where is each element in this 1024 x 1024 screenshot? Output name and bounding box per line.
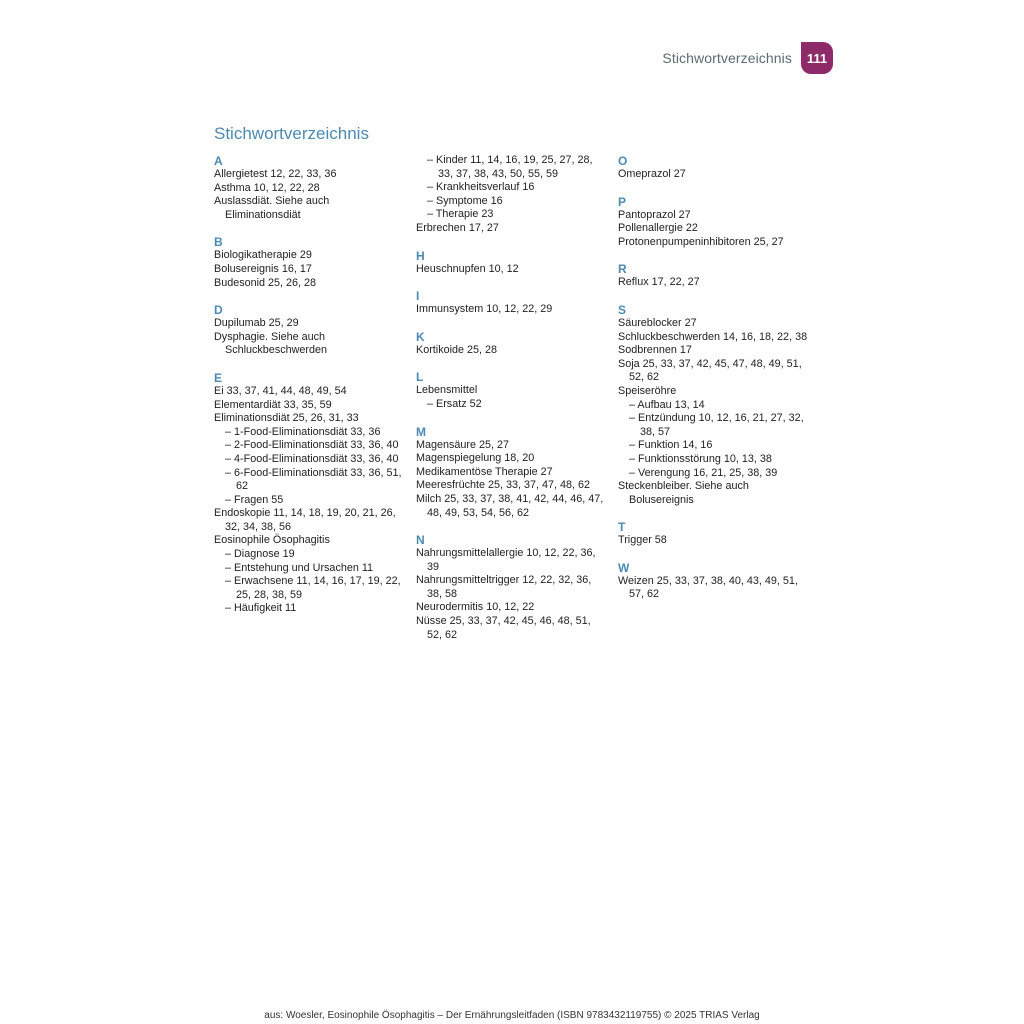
index-entry: Biologikatherapie 29 [214,249,312,262]
index-entry: Immunsystem 10, 12, 22, 29 [416,303,553,316]
index-entry: Dysphagie. Siehe auch Schluckbeschwerden [214,330,328,357]
index-letter-heading: P [618,194,627,209]
index-letter-heading: L [416,370,424,385]
index-subentry: – Funktion 14, 16 [629,439,713,452]
index-entry: Heuschnupfen 10, 12 [416,262,519,275]
index-entry: Auslassdiät. Siehe auch Eliminationsdiät [214,195,330,221]
index-subentry: – Erwachsene 11, 14, 16, 17, 19, 22, 25, 28, 38, 59 [225,575,401,601]
index-letter-heading: S [618,302,627,317]
index-entry: Neurodermitis 10, 12, 22 [416,601,535,614]
index-letter-heading: R [618,262,627,277]
index-entry: Omeprazol 27 [618,168,686,180]
copyright-footer: aus: Woesler, Eosinophile Ösophagitis – Der Ernährungsleitfaden (ISBN 9783432119755) © 2025 TRIAS Verlag [264,1010,760,1021]
index-section-r [618,262,808,290]
index-entry: Elementardiät 33, 35, 59 [214,398,332,411]
index-entry: Sodbrennen 17 [618,344,692,357]
index-entry: Eliminationsdiät 25, 26, 31, 33 [214,412,359,425]
index-letter-heading: D [214,303,223,318]
index-entry: Protonenpumpeninhibitoren 25, 27 [618,235,784,248]
index-section-p [618,195,808,250]
index-entry: Nahrungsmitteltrigger 12, 22, 32, 36, 38, 58 [416,574,592,600]
index-entry: Allergietest 12, 22, 33, 36 [214,168,337,180]
index-letter-heading: K [416,329,425,344]
index-entry: Magensäure 25, 27 [416,438,510,451]
index-column-3 [618,154,808,615]
page-number-badge: 111 [801,42,833,74]
index-column-2 [416,154,606,655]
index-subentry: – Krankheitsverlauf 16 [427,181,535,194]
index-subentry: – Diagnose 19 [225,548,295,561]
index-section-o [618,154,808,182]
index-letter-heading: O [618,154,628,168]
index-letter-heading: M [416,424,426,439]
index-subentry: – Funktionsstörung 10, 13, 38 [629,452,772,465]
index-section-h [416,249,606,277]
index-entry: Endoskopie 11, 14, 18, 19, 20, 21, 26, 32, 34, 38, 56 [214,507,396,533]
index-subentry: – Verengung 16, 21, 25, 38, 39 [629,466,778,479]
index-entry: Asthma 10, 12, 22, 28 [214,181,320,194]
index-entry: Nüsse 25, 33, 37, 42, 45, 46, 48, 51, 52, 62 [416,615,591,641]
index-letter-heading: T [618,520,626,535]
index-subentry: – Fragen 55 [225,493,284,506]
index-subentry: – Therapie 23 [427,208,494,221]
index-section-d [214,303,404,358]
index-entry: Kortikoide 25, 28 [416,343,498,356]
index-letter-heading: A [214,154,223,168]
index-subentry: – 6-Food-Eliminationsdiät 33, 36, 51, 62 [225,466,402,493]
index-entry: Milch 25, 33, 37, 38, 41, 42, 44, 46, 47, 48, 49, 53, 54, 56, 62 [416,492,604,519]
index-letter-heading: B [214,235,223,250]
index-entry: Ei 33, 37, 41, 44, 48, 49, 54 [214,384,347,397]
index-section-i [416,289,606,317]
index-subentry: – Häufigkeit 11 [225,602,297,615]
index-subentry: – Symptome 16 [427,194,503,207]
index-entry: Magenspiegelung 18, 20 [416,452,535,465]
index-section-a [214,154,404,222]
index-entry: Säureblocker 27 [618,316,697,329]
index-entry: Medikamentöse Therapie 27 [416,465,553,478]
index-subentry: – Kinder 11, 14, 16, 19, 25, 27, 28, 33, 37, 38, 43, 50, 55, 59 [427,154,593,180]
index-entry: Nahrungsmittelallergie 10, 12, 22, 36, 39 [416,547,596,573]
index-section-e [214,371,404,616]
index-entry: Budesonid 25, 26, 28 [214,276,317,289]
index-section-w [618,561,808,602]
index-section-m [416,425,606,521]
index-entry: Bolusereignis 16, 17 [214,262,312,275]
index-entry: Meeresfrüchte 25, 33, 37, 47, 48, 62 [416,479,591,492]
index-section-continued [416,154,606,236]
index-section-k [416,330,606,358]
index-letter-heading: N [416,533,425,548]
index-entry: Lebensmittel [416,384,478,397]
index-entry: Dupilumab 25, 29 [214,317,299,330]
index-entry: Steckenbleiber. Siehe auch Bolusereignis [618,480,749,506]
index-subentry: – Entstehung und Ursachen 11 [225,561,374,574]
running-head-title: Stichwortverzeichnis [662,50,792,66]
index-entry: Pantoprazol 27 [618,208,691,221]
index-letter-heading: E [214,370,223,385]
index-letter-heading: I [416,289,420,304]
index-subentry: – 2-Food-Eliminationsdiät 33, 36, 40 [225,439,399,452]
index-section-l [416,370,606,411]
index-entry: Eosinophile Ösophagitis [214,534,330,547]
index-subentry: – 4-Food-Eliminationsdiät 33, 36, 40 [225,452,399,465]
index-section-b [214,235,404,290]
index-entry: Soja 25, 33, 37, 42, 45, 47, 48, 49, 51, 52, 62 [618,357,802,384]
index-title: Stichwortverzeichnis [214,124,369,143]
index-subentry: – Ersatz 52 [427,397,482,410]
index-entry: Erbrechen 17, 27 [416,221,499,234]
index-column-1 [214,154,404,629]
index-entry: Schluckbeschwerden 14, 16, 18, 22, 38 [618,330,808,343]
index-entry: Reflux 17, 22, 27 [618,276,700,289]
index-entry: Pollenallergie 22 [618,222,698,235]
index-letter-heading: H [416,248,425,263]
index-section-n [416,533,606,642]
index-subentry: – Aufbau 13, 14 [629,398,705,411]
index-subentry: – Entzündung 10, 12, 16, 21, 27, 32, 38, 57 [629,412,804,438]
index-subentry: – 1-Food-Eliminationsdiät 33, 36 [225,425,381,438]
index-entry: Weizen 25, 33, 37, 38, 40, 43, 49, 51, 57, 62 [618,574,798,601]
index-section-t [618,520,808,548]
index-section-s [618,303,808,507]
index-letter-heading: W [618,560,630,575]
index-entry: Speiseröhre [618,384,677,397]
index-entry: Trigger 58 [618,534,667,547]
